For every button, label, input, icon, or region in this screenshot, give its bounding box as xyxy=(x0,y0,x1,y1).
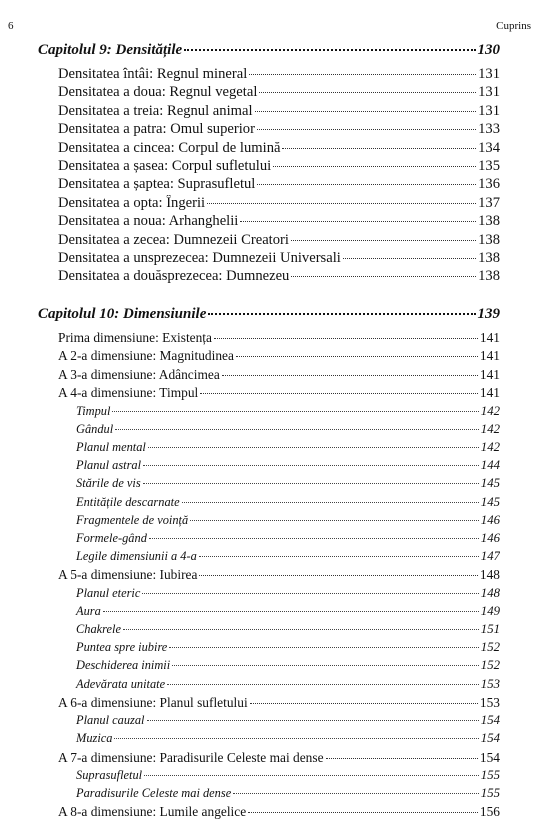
toc-entry-page: 141 xyxy=(479,366,500,382)
toc-entry-page: 153 xyxy=(480,676,500,691)
toc-entry-page: 151 xyxy=(480,622,500,637)
toc-entry-title: Planul mental xyxy=(76,439,146,454)
toc-entry-title: Densitatea a douăsprezecea: Dumnezeu xyxy=(58,268,290,285)
toc-entry-title: Entitățile descarnate xyxy=(76,494,180,509)
toc-entry-title: Densitatea întâi: Regnul mineral xyxy=(58,66,248,82)
toc-entry-page: 138 xyxy=(478,213,500,230)
toc-entry-title: Timpul xyxy=(76,403,111,418)
toc-entry-page: 148 xyxy=(479,567,500,583)
toc-entry[interactable] xyxy=(38,531,500,549)
toc-entry-title: A 2-a dimensiune: Magnitudinea xyxy=(58,348,234,364)
toc-chapter-9 xyxy=(38,42,500,287)
toc-entry-page: 137 xyxy=(478,194,500,211)
toc-entry-title: A 5-a dimensiune: Iubirea xyxy=(58,567,198,583)
toc-entry-title: Densitatea a șaptea: Suprasufletul xyxy=(58,176,256,193)
dot-leader xyxy=(291,276,476,277)
toc-entry[interactable] xyxy=(38,786,500,804)
page-number: 6 xyxy=(8,20,14,32)
dot-leader xyxy=(143,465,479,466)
toc-entry-title: Planul eteric xyxy=(76,585,141,600)
dot-leader xyxy=(147,720,479,721)
toc-entry[interactable] xyxy=(38,213,500,231)
dot-leader xyxy=(199,556,479,557)
dot-leader xyxy=(112,411,478,412)
toc-entry-page: 155 xyxy=(480,786,500,801)
toc-entry-page: 156 xyxy=(479,804,500,820)
toc-entry-page: 141 xyxy=(479,385,500,401)
toc-entry[interactable] xyxy=(38,103,500,121)
toc-entry-page: 149 xyxy=(480,603,500,618)
dot-leader xyxy=(182,502,479,503)
dot-leader xyxy=(326,758,478,759)
dot-leader xyxy=(255,111,477,112)
toc-entry-title: A 3-a dimensiune: Adâncimea xyxy=(58,366,220,382)
toc-entry[interactable] xyxy=(38,513,500,531)
toc-entry-title: Densitatea a cincea: Corpul de lumină xyxy=(58,139,281,156)
toc-entry[interactable] xyxy=(38,84,500,102)
toc-entry-page: 154 xyxy=(480,713,500,728)
toc-entry-title: Paradisurile Celeste mai dense xyxy=(76,786,232,801)
toc-entry-page: 155 xyxy=(480,767,500,782)
toc-entry[interactable] xyxy=(38,622,500,640)
dot-leader xyxy=(240,221,476,222)
toc-entry-title: A 4-a dimensiune: Timpul xyxy=(58,385,199,401)
toc-entry[interactable] xyxy=(38,404,500,422)
toc-entry[interactable] xyxy=(38,713,500,731)
dot-leader xyxy=(143,483,479,484)
dot-leader xyxy=(207,203,476,204)
toc-entry[interactable] xyxy=(38,458,500,476)
dot-leader xyxy=(103,611,479,612)
toc-entry-title: A 7-a dimensiune: Paradisurile Celeste mai dense xyxy=(58,749,324,765)
toc-entry[interactable] xyxy=(38,250,500,268)
toc-entry-page: 138 xyxy=(478,249,500,266)
toc-entry[interactable] xyxy=(38,140,500,158)
toc-entry-title: Densitatea a unsprezecea: Dumnezeii Universali xyxy=(58,249,341,266)
toc-entry[interactable] xyxy=(38,695,500,713)
toc-entry-page: 146 xyxy=(480,530,500,545)
chapter-page: 139 xyxy=(477,306,500,322)
toc-entry-title: Planul astral xyxy=(76,458,142,473)
toc-entry-title: A 8-a dimensiune: Lumile angelice xyxy=(58,804,247,820)
toc-entry[interactable] xyxy=(38,385,500,403)
toc-entry-title: Deschiderea inimii xyxy=(76,658,171,673)
toc-entry[interactable] xyxy=(38,348,500,366)
toc-entry[interactable] xyxy=(38,440,500,458)
toc-entry[interactable] xyxy=(38,731,500,749)
toc-entry[interactable] xyxy=(38,750,500,768)
toc-entry-page: 141 xyxy=(479,348,500,364)
toc-entry-page: 142 xyxy=(480,403,500,418)
dot-leader xyxy=(259,92,476,93)
toc-entry-page: 138 xyxy=(478,268,500,285)
dot-leader xyxy=(199,575,477,576)
chapter-heading[interactable] xyxy=(38,306,500,330)
toc-entry-page: 141 xyxy=(479,330,500,345)
dot-leader xyxy=(248,812,478,813)
dot-leader xyxy=(257,129,476,130)
toc-entry-title: Densitatea a noua: Arhanghelii xyxy=(58,213,239,230)
dot-leader xyxy=(343,258,476,259)
toc-entry[interactable] xyxy=(38,422,500,440)
dot-leader xyxy=(257,184,476,185)
toc-entry[interactable] xyxy=(38,232,500,250)
toc-entry-title: Chakrele xyxy=(76,622,121,637)
toc-entry-page: 152 xyxy=(480,640,500,655)
toc-entry-title: Formele-gând xyxy=(76,530,147,545)
toc-entry-title: Densitatea a doua: Regnul vegetal xyxy=(58,84,258,101)
toc-entry-title: Aura xyxy=(76,603,101,618)
dot-leader xyxy=(233,793,479,794)
toc-entry[interactable] xyxy=(38,604,500,622)
toc-entry-page: 147 xyxy=(480,549,500,564)
toc-entry[interactable] xyxy=(38,804,500,822)
dot-leader xyxy=(172,665,479,666)
toc-entry[interactable] xyxy=(38,195,500,213)
toc-entry-page: 142 xyxy=(480,439,500,454)
toc-entry-page: 146 xyxy=(480,512,500,527)
dot-leader xyxy=(208,313,475,315)
toc-entry-page: 154 xyxy=(480,731,500,746)
toc-entry-page: 131 xyxy=(478,84,500,101)
toc-entry[interactable] xyxy=(38,768,500,786)
toc-entry[interactable] xyxy=(38,476,500,494)
toc-entry[interactable] xyxy=(38,268,500,286)
toc-entry[interactable] xyxy=(38,121,500,139)
toc-entry-title: Puntea spre iubire xyxy=(76,640,168,655)
toc-entry-title: Legile dimensiunii a 4-a xyxy=(76,549,197,564)
toc-entry-title: A 6-a dimensiune: Planul sufletului xyxy=(58,694,248,710)
toc-entry[interactable] xyxy=(38,367,500,385)
dot-leader xyxy=(149,538,479,539)
toc-entry-page: 131 xyxy=(478,102,500,119)
dot-leader xyxy=(123,629,479,630)
toc-entry-page: 134 xyxy=(478,139,500,156)
dot-leader xyxy=(184,49,475,51)
toc-entry[interactable] xyxy=(38,176,500,194)
dot-leader xyxy=(222,375,478,376)
toc-entry-title: Densitatea a patra: Omul superior xyxy=(58,121,255,138)
running-header: Cuprins xyxy=(496,20,531,32)
toc-entry[interactable] xyxy=(38,330,500,348)
dot-leader xyxy=(169,647,478,648)
chapter-page: 130 xyxy=(477,42,500,58)
toc-entry[interactable] xyxy=(38,158,500,176)
dot-leader xyxy=(291,240,476,241)
toc-entry[interactable] xyxy=(38,549,500,567)
toc-entry-page: 131 xyxy=(478,66,500,82)
toc-entry-page: 136 xyxy=(478,176,500,193)
toc-entry-title: Prima dimensiune: Existența xyxy=(58,330,212,345)
dot-leader xyxy=(148,447,479,448)
toc-chapter-10 xyxy=(38,306,500,823)
toc-entry-page: 133 xyxy=(478,121,500,138)
toc-entry[interactable] xyxy=(38,495,500,513)
chapter-title: Capitolul 9: Densitățile xyxy=(38,42,183,58)
dot-leader xyxy=(273,166,476,167)
chapter-title: Capitolul 10: Dimensiunile xyxy=(38,306,207,322)
toc-entry[interactable] xyxy=(38,677,500,695)
dot-leader xyxy=(214,338,478,339)
toc-entry-page: 144 xyxy=(480,458,500,473)
toc-entry-title: Densitatea a zecea: Dumnezeii Creatori xyxy=(58,231,289,248)
toc-entry-page: 142 xyxy=(480,421,500,436)
toc-entry-title: Densitatea a șasea: Corpul sufletului xyxy=(58,157,272,174)
dot-leader xyxy=(250,703,478,704)
dot-leader xyxy=(200,393,478,394)
toc-entry-page: 148 xyxy=(480,585,500,600)
dot-leader xyxy=(142,593,478,594)
toc-entry[interactable] xyxy=(38,586,500,604)
toc-entry-title: Adevărata unitate xyxy=(76,676,166,691)
toc-entry[interactable] xyxy=(38,567,500,585)
toc-entry-title: Densitatea a opta: Îngerii xyxy=(58,194,206,211)
toc-entry-title: Fragmentele de voință xyxy=(76,512,189,527)
toc-entry-title: Gândul xyxy=(76,421,114,436)
toc-entry[interactable] xyxy=(38,640,500,658)
dot-leader xyxy=(114,738,478,739)
toc-entry-page: 138 xyxy=(478,231,500,248)
toc-entry-title: Densitatea a treia: Regnul animal xyxy=(58,102,253,119)
toc-entry-title: Muzica xyxy=(76,731,113,746)
dot-leader xyxy=(249,74,476,75)
toc-entry[interactable] xyxy=(38,658,500,676)
toc-entry-page: 152 xyxy=(480,658,500,673)
dot-leader xyxy=(115,429,479,430)
dot-leader xyxy=(190,520,479,521)
toc-entry-title: Stările de vis xyxy=(76,476,141,491)
dot-leader xyxy=(236,356,478,357)
toc-entry-page: 135 xyxy=(478,157,500,174)
toc-entry-page: 145 xyxy=(480,494,500,509)
toc-entry-page: 153 xyxy=(479,694,500,710)
dot-leader xyxy=(144,775,479,776)
toc-entry-title: Suprasufletul xyxy=(76,767,143,782)
dot-leader xyxy=(282,148,476,149)
chapter-heading[interactable] xyxy=(38,42,500,66)
toc-entry-page: 154 xyxy=(479,749,500,765)
dot-leader xyxy=(167,684,479,685)
toc-entry-title: Planul cauzal xyxy=(76,713,145,728)
toc-entry-page: 145 xyxy=(480,476,500,491)
toc-entry[interactable] xyxy=(38,66,500,84)
